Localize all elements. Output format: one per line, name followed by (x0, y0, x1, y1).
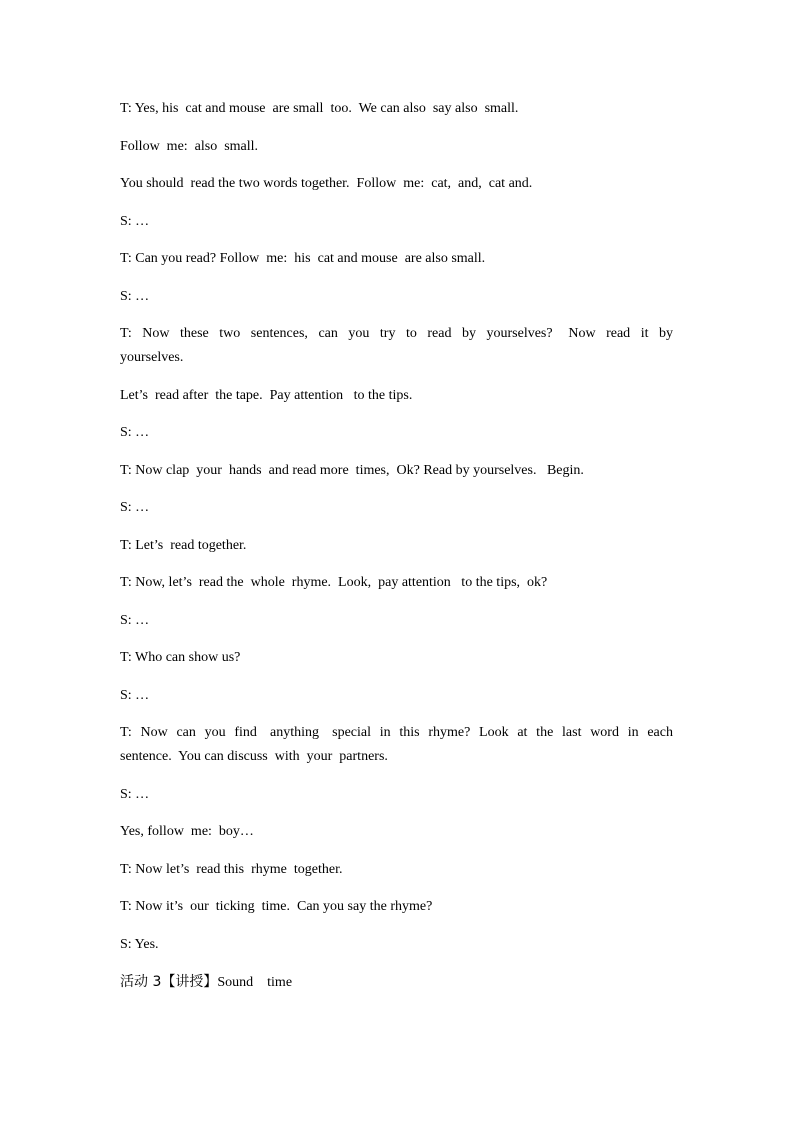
paragraph: S: Yes. (120, 936, 159, 952)
paragraph: S: … (120, 288, 150, 304)
paragraph: S: … (120, 425, 150, 440)
lesson-transcript (120, 97, 677, 995)
paragraph: Follow me: also small. (120, 138, 259, 154)
paragraph: Let’s read after the tape. Pay attention to the tips. (120, 387, 413, 403)
paragraph: S: … (120, 786, 150, 802)
paragraph: T: Now let’s read this rhyme together. (120, 861, 343, 877)
paragraph: T: Now, let’s read the whole rhyme. Look, pay attention to the tips, ok? (120, 575, 548, 590)
paragraph: T: Who can show us? (120, 650, 241, 665)
paragraph: T: Now it’s our ticking time. Can you say the rhyme? (120, 899, 433, 914)
paragraph: Yes, follow me: boy… (120, 824, 254, 839)
paragraph: T: Now can you find anything special in this rhyme? Look at the last word in each sentence. You can discuss with your partners. (120, 725, 677, 764)
activity-heading-prefix: 活动 3【讲授】 (120, 974, 218, 990)
paragraph: S: … (120, 612, 150, 628)
paragraph: T: Let’s read together. (120, 537, 247, 553)
activity-heading-title: Sound time (217, 975, 293, 990)
paragraph: T: Can you read? Follow me: his cat and mouse are also small. (120, 251, 486, 266)
paragraph: T: Yes, his cat and mouse are small too. We can also say also small. (120, 101, 519, 116)
paragraph: S: … (120, 500, 150, 515)
paragraph: T: Now these two sentences, can you try to read by yourselves? Now read it by yourselves. (120, 326, 677, 365)
paragraph: T: Now clap your hands and read more times, Ok? Read by yourselves. Begin. (120, 462, 584, 478)
paragraph: S: … (120, 213, 150, 229)
paragraph: You should read the two words together. Follow me: cat, and, cat and. (120, 176, 533, 191)
paragraph: S: … (120, 687, 150, 703)
activity-heading (120, 970, 673, 995)
